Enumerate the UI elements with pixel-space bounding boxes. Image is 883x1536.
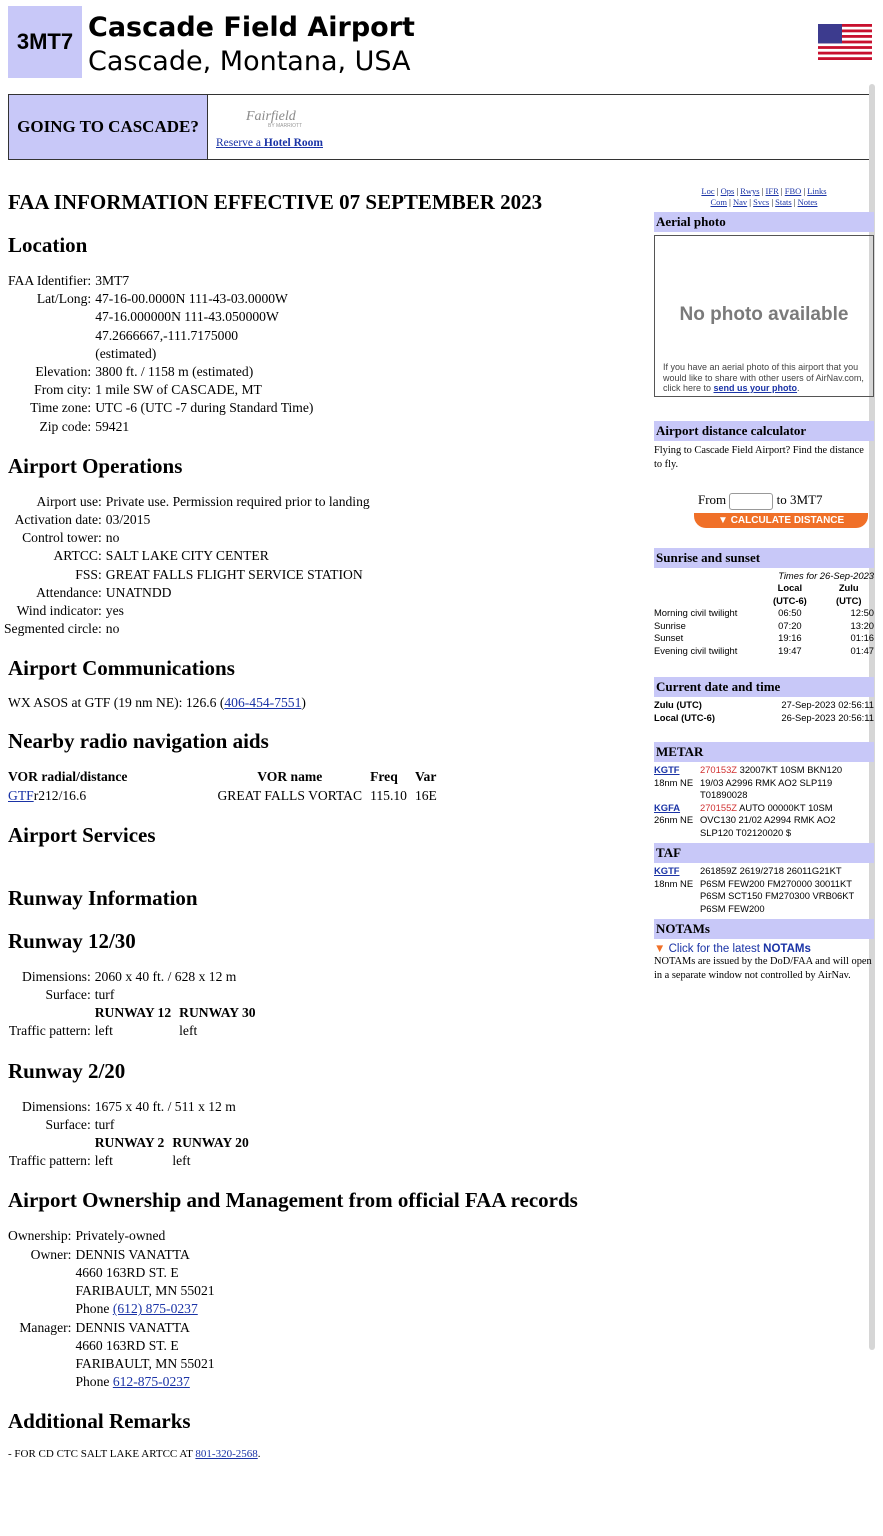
hotel-promo-banner	[8, 94, 874, 160]
field-value: turf	[94, 987, 115, 1003]
operations-row	[4, 511, 370, 529]
navaids-heading: Nearby radio navigation aids	[8, 729, 269, 754]
distance-form: From to 3MT7	[698, 492, 874, 510]
sun-row	[654, 620, 874, 633]
section-nav-link[interactable]: Links	[807, 186, 827, 196]
promo-label: GOING TO CASCADE?	[9, 95, 208, 159]
location-row	[8, 272, 313, 290]
send-photo-link[interactable]: send us your photo	[713, 383, 798, 393]
services-heading: Airport Services	[8, 822, 156, 847]
taf-heading: TAF	[654, 843, 874, 863]
sun-table: Times for 26-Sep-2023 Local Zulu (UTC-6) (UTC) Morning civil twilight 06:50 12:50 Sunrise 07:20 13:20 Sunset 19:16 01:16 Evening civil twilight 19:47 01:47	[654, 569, 874, 656]
field-value: 2060 x 40 ft. / 628 x 12 m	[94, 968, 237, 984]
field-value: left	[172, 1153, 191, 1169]
navaid-header: Freq	[370, 769, 398, 785]
metar-distance: 18nm NE	[654, 776, 694, 788]
field-label: Wind indicator:	[16, 603, 102, 619]
field-label: Surface:	[45, 1116, 91, 1132]
triangle-icon: ▼	[718, 514, 731, 526]
metar-table	[654, 764, 874, 839]
aerial-photo-heading: Aerial photo	[654, 212, 874, 232]
field-label: Surface:	[45, 987, 91, 1003]
field-label: ARTCC:	[53, 548, 102, 564]
operations-row	[4, 566, 370, 584]
runway-table	[8, 1098, 249, 1171]
field-value: 47-16.000000N 111-43.050000W	[95, 309, 279, 325]
metar-text: T01890028	[700, 789, 748, 801]
faa-info-title: FAA INFORMATION EFFECTIVE 07 SEPTEMBER 2023	[8, 190, 543, 214]
section-nav-link[interactable]: Com	[710, 197, 728, 207]
location-row	[8, 290, 313, 308]
section-nav-link[interactable]: FBO	[784, 186, 802, 196]
runway-heading: Runway 12/30	[8, 928, 136, 953]
metar-heading: METAR	[654, 742, 874, 762]
metar-time: 270155Z	[700, 801, 738, 813]
field-label: From city:	[34, 382, 92, 398]
field-label: Airport use:	[36, 493, 102, 509]
sidebar	[654, 186, 874, 983]
sun-row	[654, 632, 874, 645]
field-value: 59421	[95, 418, 130, 434]
hotel-logo[interactable]: Fairfield	[246, 109, 296, 124]
field-value: Private use. Permission required prior to landing	[105, 493, 370, 509]
field-label: Control tower:	[22, 530, 102, 546]
metar-time: 270153Z	[700, 764, 738, 776]
section-nav-link[interactable]: Nav	[733, 197, 748, 207]
field-value: left	[94, 1023, 113, 1039]
location-row	[8, 308, 313, 326]
airport-location: Cascade, Montana, USA	[88, 46, 411, 77]
field-value: 03/2015	[105, 512, 151, 528]
field-label: Time zone:	[30, 400, 92, 416]
operations-row	[4, 620, 370, 638]
local-time: 19:47	[778, 644, 802, 656]
runway-heading: Runway 2/20	[8, 1058, 126, 1083]
field-label: Traffic pattern:	[8, 1023, 91, 1039]
metar-station-link[interactable]: KGTF	[654, 764, 680, 776]
location-row	[8, 399, 313, 417]
datetime-heading: Current date and time	[654, 677, 874, 697]
field-value: 47-16-00.0000N 111-43-03.0000W	[95, 291, 288, 307]
calculate-distance-button[interactable]: ▼ CALCULATE DISTANCE	[694, 513, 868, 528]
field-label: Dimensions:	[22, 968, 91, 984]
no-photo-text: No photo available	[679, 304, 849, 325]
field-label: Elevation:	[35, 364, 92, 380]
owner-phone-link[interactable]: (612) 875-0237	[112, 1301, 198, 1317]
field-label	[8, 345, 95, 363]
field-label: Zip code:	[39, 418, 92, 434]
section-nav: Loc | Ops | Rwys | IFR | FBO | Links Com | Nav | Svcs | Stats | Notes	[701, 186, 827, 207]
metar-station-link[interactable]: KGFA	[654, 801, 681, 813]
location-row	[8, 363, 313, 381]
asos-phone-link[interactable]: 406-454-7551	[224, 695, 302, 711]
section-nav-link[interactable]: Rwys	[740, 186, 760, 196]
field-label: Traffic pattern:	[8, 1153, 91, 1169]
distance-calc-text: Flying to Cascade Field Airport? Find the distance to fly.	[654, 445, 864, 470]
metar-row	[654, 802, 874, 815]
field-value: 1 mile SW of CASCADE, MT	[95, 382, 262, 398]
field-value: 3MT7	[95, 273, 130, 288]
navaid-header: VOR name	[257, 769, 323, 785]
runway-end-label: RUNWAY 12	[94, 1005, 172, 1021]
section-nav-link[interactable]: Ops	[720, 186, 735, 196]
sun-event: Evening civil twilight	[654, 644, 738, 656]
sun-heading: Sunrise and sunset	[654, 548, 874, 568]
field-label: Activation date:	[14, 512, 102, 528]
field-label: FAA Identifier:	[8, 273, 92, 288]
field-value: UNATNDD	[105, 584, 172, 600]
location-heading: Location	[8, 233, 88, 257]
metar-text: SLP120 T02120020 $	[700, 826, 792, 838]
runway-table	[8, 968, 256, 1041]
local-time: 19:16	[778, 632, 802, 644]
metar-text: 19/03 A2996 RMK AO2 SLP119	[700, 776, 833, 788]
field-label: Attendance:	[36, 584, 102, 600]
field-value: 47.2666667,-111.7175000	[95, 327, 239, 343]
local-time: 06:50	[778, 607, 802, 619]
sun-event: Sunrise	[654, 619, 686, 631]
communications-heading: Airport Communications	[8, 656, 235, 681]
artcc-phone-link[interactable]: 801-320-2568	[195, 1448, 258, 1461]
zulu-time: 12:50	[850, 607, 874, 619]
runway-end-label: RUNWAY 30	[179, 1005, 256, 1021]
ownership-heading: Airport Ownership and Management from official FAA records	[8, 1188, 578, 1213]
location-row	[8, 345, 313, 363]
field-value: left	[94, 1153, 113, 1169]
field-value: turf	[94, 1116, 115, 1132]
sun-event: Morning civil twilight	[654, 607, 738, 619]
zulu-time: 01:47	[850, 644, 874, 656]
navaids-table: VOR radial/distance VOR name Freq Var GTFr212/16.6 GREAT FALLS VORTAC 115.10 16E	[8, 769, 437, 803]
field-value: UTC -6 (UTC -7 during Standard Time)	[95, 400, 314, 416]
sun-row	[654, 607, 874, 620]
operations-row	[4, 493, 370, 511]
notams-link[interactable]: ▼ Click for the latest NOTAMs	[654, 943, 811, 956]
field-label: FSS:	[75, 566, 102, 582]
zulu-time: 13:20	[850, 619, 874, 631]
us-flag-icon	[818, 24, 872, 60]
remarks-heading: Additional Remarks	[8, 1409, 191, 1434]
main-content	[4, 190, 648, 1478]
location-row	[8, 327, 313, 345]
section-nav-link[interactable]: Stats	[775, 197, 792, 207]
location-table	[8, 272, 313, 436]
runway-info-heading: Runway Information	[8, 885, 198, 910]
field-label	[8, 308, 95, 326]
field-value: no	[105, 530, 120, 546]
metar-text: OVC130 21/02 A2994 RMK AO2	[700, 814, 836, 826]
datetime-table: Zulu (UTC) 27-Sep-2023 02:56:11 Local (UTC-6) 26-Sep-2023 20:56:11	[654, 699, 874, 723]
field-value: GREAT FALLS FLIGHT SERVICE STATION	[105, 566, 363, 582]
operations-row	[4, 529, 370, 547]
metar-row	[654, 764, 874, 777]
field-value: yes	[105, 603, 124, 619]
field-label	[8, 327, 95, 345]
operations-row	[4, 547, 370, 565]
taf-table: KGTF 261859Z 2619/2718 26011G21KT 18nm NE P6SM FEW200 FM270000 30011KT P6SM SCT150 FM270300 VRB06KT P6SM FEW200	[654, 865, 855, 914]
hotel-logo-sub: BY MARRIOTT	[268, 123, 303, 129]
navaid-id-link[interactable]: GTF	[8, 787, 34, 803]
metar-text: AUTO 00000KT 10SM	[737, 801, 833, 813]
runway-end-label: RUNWAY 20	[172, 1135, 249, 1151]
distance-calc-heading: Airport distance calculator	[654, 421, 874, 441]
section-nav-link[interactable]: Notes	[797, 197, 818, 207]
operations-row	[4, 584, 370, 602]
notams-heading: NOTAMs	[654, 919, 874, 939]
local-time: 07:20	[778, 619, 802, 631]
page-header	[8, 6, 874, 78]
field-value: left	[179, 1023, 198, 1039]
section-nav-link[interactable]: Svcs	[753, 197, 770, 207]
airport-name: Cascade Field Airport	[88, 12, 415, 43]
photo-request-text: If you have an aerial photo of this airport that you would like to share with other users of AirNav.com, click here to send us your photo.	[663, 362, 864, 393]
triangle-icon: ▼	[654, 943, 669, 956]
taf-station-link[interactable]: KGTF	[654, 865, 680, 877]
field-label: Lat/Long:	[36, 291, 92, 307]
runway-section	[8, 929, 648, 1041]
section-nav-link[interactable]: Loc	[701, 186, 715, 196]
field-value: 1675 x 40 ft. / 511 x 12 m	[94, 1098, 236, 1114]
manager-phone-link[interactable]: 612-875-0237	[112, 1374, 190, 1390]
navaid-header: VOR radial/distance	[8, 769, 128, 785]
metar-text: 32007KT 10SM BKN120	[737, 764, 843, 776]
reserve-hotel-link[interactable]: Reserve a Hotel Room	[216, 137, 323, 149]
field-label: Dimensions:	[22, 1098, 91, 1114]
field-label: Segmented circle:	[4, 621, 102, 637]
section-nav-link[interactable]: IFR	[765, 186, 779, 196]
metar-distance: 26nm NE	[654, 814, 694, 826]
navaid-header: Var	[414, 769, 437, 785]
runway-section	[8, 1059, 648, 1171]
location-row	[8, 381, 313, 399]
field-value: (estimated)	[95, 345, 157, 361]
field-value: 3800 ft. / 1158 m (estimated)	[95, 364, 254, 380]
runway-end-label: RUNWAY 2	[94, 1135, 165, 1151]
location-row	[8, 418, 313, 436]
sun-event: Sunset	[654, 632, 684, 644]
wx-asos-line: WX ASOS at GTF (19 nm NE): 126.6 (406-454-7551)	[8, 695, 306, 711]
operations-heading: Airport Operations	[8, 453, 183, 478]
airport-code-badge: 3MT7	[8, 6, 82, 78]
from-airport-input[interactable]	[729, 493, 773, 510]
sun-row	[654, 645, 874, 658]
operations-row	[4, 602, 370, 620]
remark-item: - FOR CD CTC SALT LAKE ARTCC AT 801-320-2568.	[8, 1448, 261, 1461]
notams-text: NOTAMs are issued by the DoD/FAA and will open in a separate window not controlled by AirNav.	[654, 956, 872, 982]
field-value: no	[105, 621, 120, 637]
aerial-photo-box	[654, 235, 874, 397]
zulu-time: 01:16	[850, 632, 874, 644]
field-value: SALT LAKE CITY CENTER	[105, 548, 269, 564]
ownership-table: Ownership: Privately-owned Owner: DENNIS VANATTA 4660 163RD ST. E FARIBAULT, MN 55021 Phone (612) 875-0237 Manager: DENNIS VANATTA 4660 163RD ST. E FARIBAULT, MN 55021 Phone 612-875-0237	[8, 1228, 215, 1390]
operations-table	[4, 493, 370, 639]
